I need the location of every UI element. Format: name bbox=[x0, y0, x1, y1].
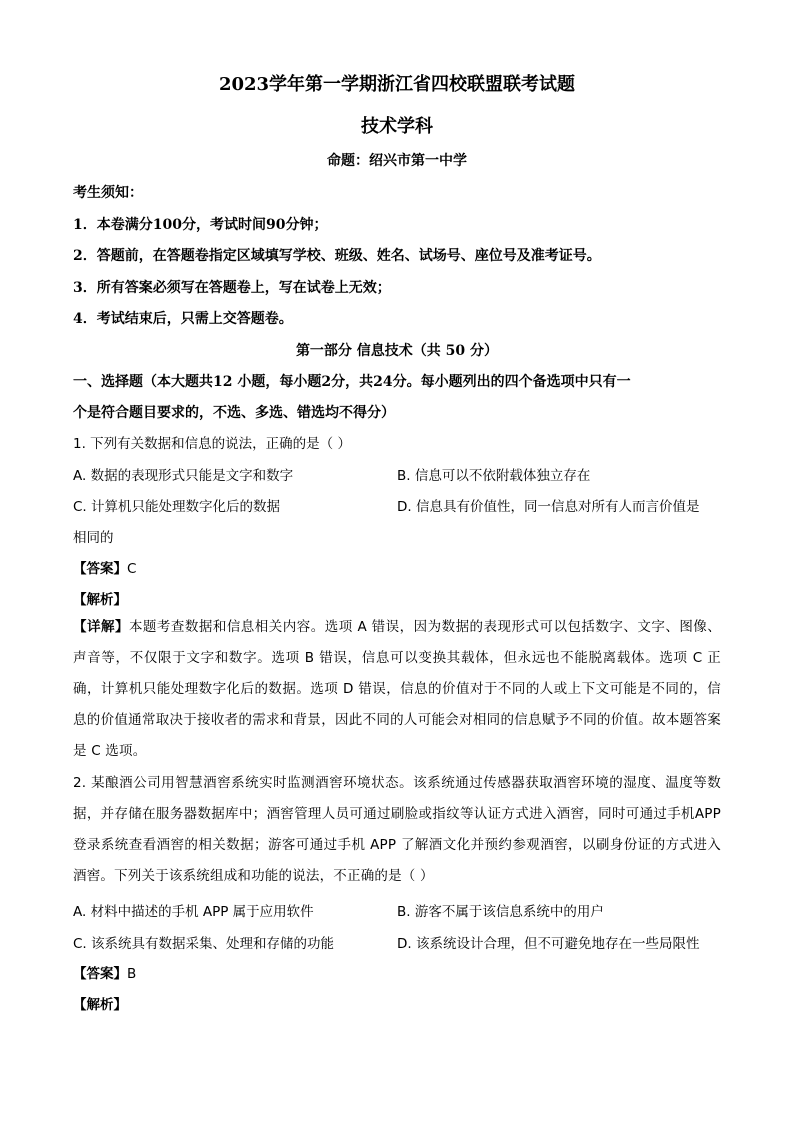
q1-detail bbox=[73, 612, 721, 767]
q1-option-d-cont: 相同的 bbox=[73, 530, 114, 546]
q1-analysis-tag bbox=[73, 588, 127, 608]
q1-option-c: C. 计算机只能处理数字化后的数据 bbox=[73, 499, 281, 515]
answer-value: C bbox=[127, 561, 137, 577]
exam-title: 2023学年第一学期浙江省四校联盟联考试题 bbox=[218, 74, 576, 95]
analysis-tag: 【解析】 bbox=[73, 997, 127, 1013]
question-1-stem: 1. 下列有关数据和信息的说法，正确的是（ ） bbox=[73, 436, 351, 452]
q1-option-a: A. 数据的表现形式只能是文字和数字 bbox=[73, 468, 294, 484]
note-item: 1．本卷满分100分，考试时间90分钟； bbox=[73, 217, 328, 233]
q1-answer bbox=[73, 557, 136, 577]
answer-tag: 【答案】 bbox=[73, 966, 127, 982]
answer-tag: 【答案】 bbox=[73, 561, 127, 577]
note-item: 3．所有答案必须写在答题卷上，写在试卷上无效； bbox=[73, 280, 391, 296]
part-title: 第一部分 信息技术（共 50 分） bbox=[295, 343, 499, 359]
note-item: 4．考试结束后，只需上交答题卷。 bbox=[73, 311, 293, 327]
q2-option-b: B. 游客不属于该信息系统中的用户 bbox=[397, 904, 604, 920]
q2-analysis-tag bbox=[73, 993, 127, 1013]
section-heading-line2: 个是符合题目要求的，不选、多选、错选均不得分） bbox=[73, 405, 395, 421]
author-line: 命题：绍兴市第一中学 bbox=[327, 153, 467, 169]
detail-tag: 【详解】 bbox=[73, 619, 129, 635]
note-item: 2．答题前，在答题卷指定区域填写学校、班级、姓名、试场号、座位号及准考证号。 bbox=[73, 248, 601, 264]
analysis-tag: 【解析】 bbox=[73, 592, 127, 608]
section-heading-line1: 一、选择题（本大题共12 小题，每小题2分，共24分。每小题列出的四个备选项中只有一 bbox=[73, 374, 631, 390]
answer-value: B bbox=[127, 966, 137, 982]
q2-answer bbox=[73, 962, 136, 982]
subject-title: 技术学科 bbox=[361, 116, 433, 137]
question-2-stem: 2. 某酿酒公司用智慧酒窖系统实时监测酒窖环境状态。该系统通过传感器获取酒窖环境的湿度、温度等数据，并存储在服务器数据库中；酒窖管理人员可通过刷脸或指纹等认证方式进入酒窖，同时可通过手机APP 登录系统查看酒窖的相关数据；游客可通过手机 APP 了解酒文化并预约参观酒窖，以刷身份证的方式进入酒窖。下列关于该系统组成和功能的说法，不正确的是（ ） bbox=[73, 775, 721, 884]
detail-text: 本题考查数据和信息相关内容。选项 A 错误，因为数据的表现形式可以包括数字、文字、图像、声音等，不仅限于文字和数字。选项 B 错误，信息可以变换其载体，但永远也不能脱离载体。选项 C 正确，计算机只能处理数字化后的数据。选项 D 错误，信息的价值对于不同的人或上下文可能是不同的，信息的价值通常取决于接收者的需求和背景，因此不同的人可能会对相同的信息赋予不同的价值。故本题答案是 C 选项。 bbox=[73, 619, 721, 759]
q2-option-a: A. 材料中描述的手机 APP 属于应用软件 bbox=[73, 904, 314, 920]
q2-option-c: C. 该系统具有数据采集、处理和存储的功能 bbox=[73, 936, 335, 952]
notes-heading: 考生须知： bbox=[73, 185, 143, 201]
q2-option-d: D. 该系统设计合理，但不可避免地存在一些局限性 bbox=[397, 936, 700, 952]
q1-option-b: B. 信息可以不依附载体独立存在 bbox=[397, 468, 591, 484]
q1-option-d: D. 信息具有价值性，同一信息对所有人而言价值是 bbox=[397, 499, 700, 515]
